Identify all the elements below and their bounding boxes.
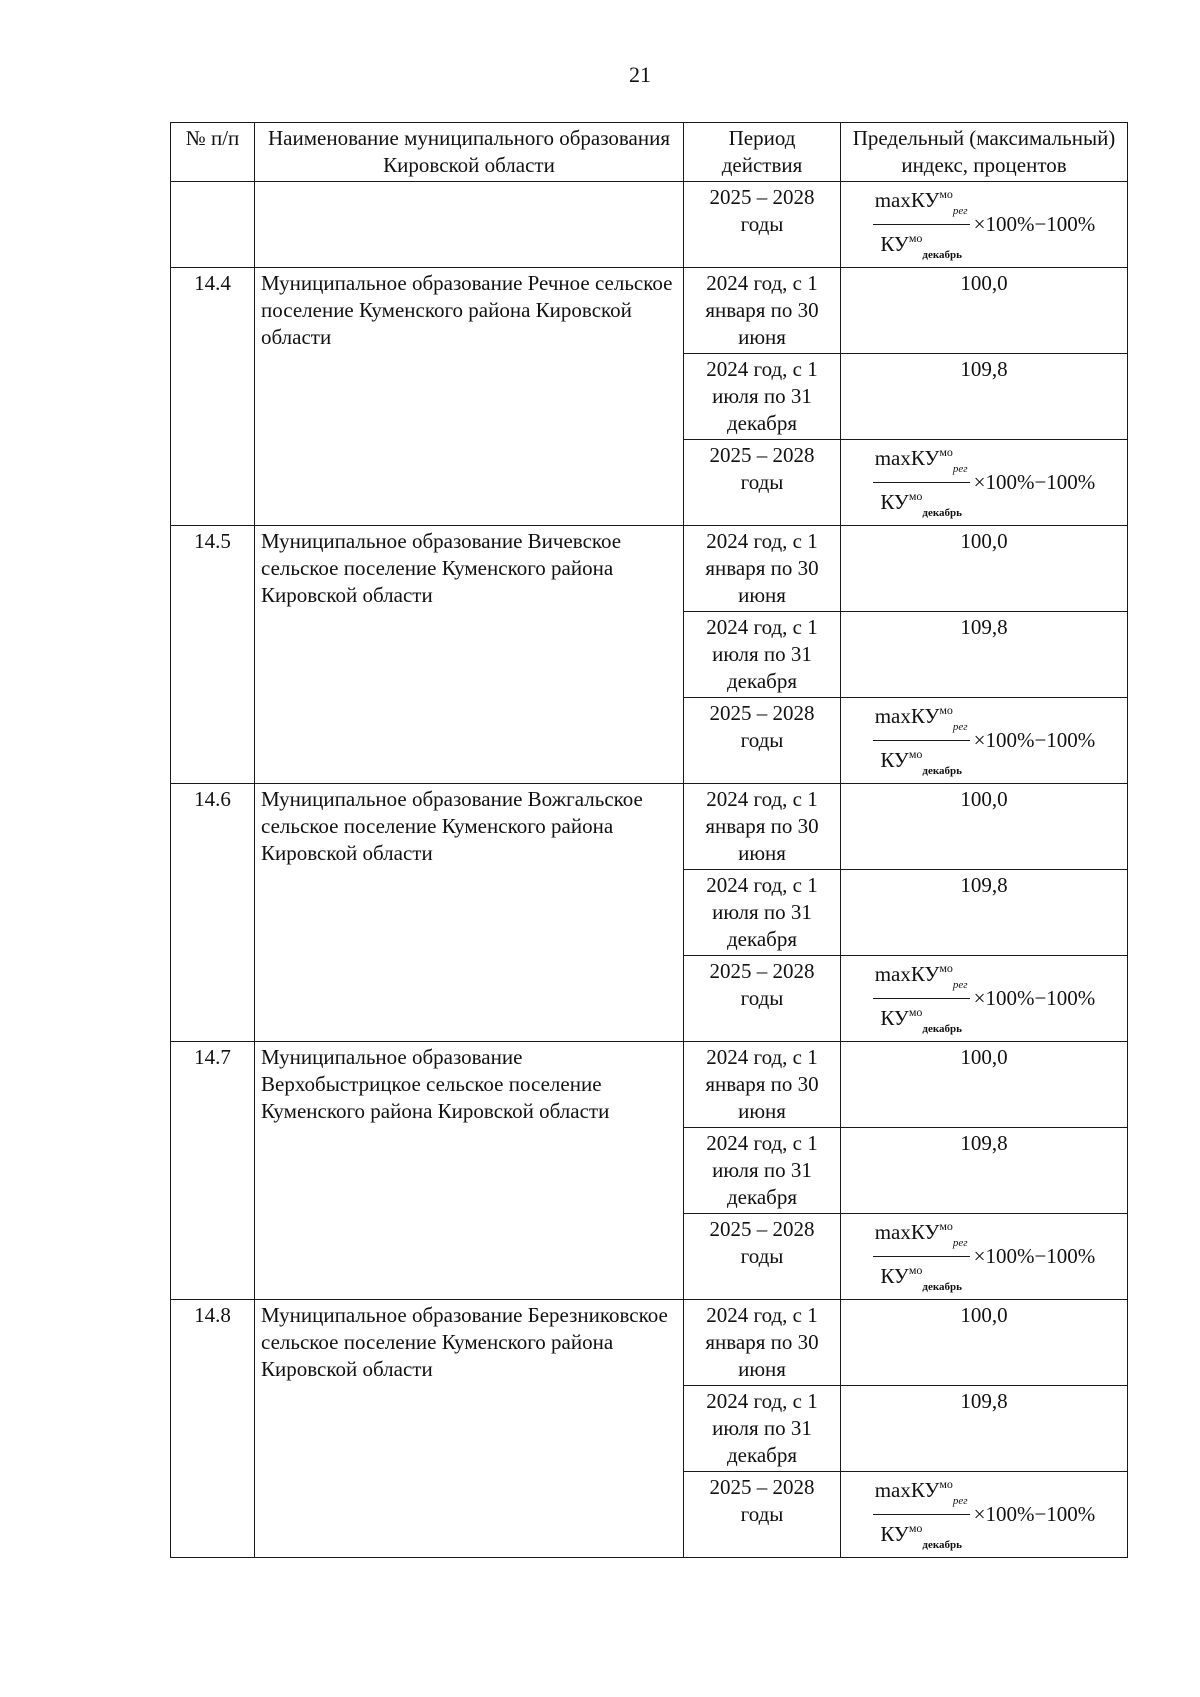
- page-number: 21: [629, 62, 651, 87]
- formula-numerator: [873, 956, 970, 999]
- period-cell: 2025 – 2028 годы: [684, 698, 841, 784]
- formula-numerator-main: maxКУ: [874, 1478, 940, 1502]
- index-formula: [873, 956, 1096, 1041]
- formula-fraction: [873, 440, 970, 525]
- formula-numerator-sup: мо: [939, 703, 953, 717]
- period-cell: 2024 год, с 1 января по 30 июня: [684, 1042, 841, 1128]
- formula-denominator-main: КУ: [880, 1522, 909, 1546]
- formula-denominator-main: КУ: [880, 490, 909, 514]
- formula-tail: ×100%−100%: [973, 1244, 1096, 1268]
- row-number: [171, 182, 255, 268]
- formula-numerator-sub: рег: [952, 979, 968, 991]
- period-cell: 2025 – 2028 годы: [684, 956, 841, 1042]
- period-cell: 2024 год, с 1 июля по 31 декабря: [684, 870, 841, 956]
- header-name: Наименование муниципального образования Кировской области: [255, 123, 684, 182]
- table-row: [171, 1300, 1128, 1386]
- period-cell: 2024 год, с 1 июля по 31 декабря: [684, 354, 841, 440]
- formula-denominator-main: КУ: [880, 1006, 909, 1030]
- period-cell: 2025 – 2028 годы: [684, 1214, 841, 1300]
- formula-fraction: [873, 1472, 970, 1557]
- formula-denominator: [878, 741, 964, 783]
- formula-numerator: [873, 698, 970, 741]
- index-value: 109,8: [841, 612, 1128, 698]
- period-cell: 2025 – 2028 годы: [684, 1472, 841, 1558]
- formula-denominator: [878, 483, 964, 525]
- formula-numerator: [873, 182, 970, 225]
- index-value: 100,0: [841, 526, 1128, 612]
- index-formula-cell: [841, 698, 1128, 784]
- formula-denominator-main: КУ: [880, 1264, 909, 1288]
- formula-numerator: [873, 1214, 970, 1257]
- formula-numerator-sub: рег: [952, 1237, 968, 1249]
- formula-numerator-sup: мо: [939, 1219, 953, 1233]
- row-number: 14.7: [171, 1042, 255, 1300]
- period-cell: 2025 – 2028 годы: [684, 182, 841, 268]
- formula-denominator-sup: мо: [908, 1521, 923, 1535]
- formula-tail: ×100%−100%: [973, 728, 1096, 752]
- row-number: 14.5: [171, 526, 255, 784]
- formula-denominator-sub: декабрь: [922, 249, 962, 261]
- index-formula-cell: [841, 182, 1128, 268]
- formula-tail: ×100%−100%: [973, 470, 1096, 494]
- formula-numerator: [873, 1472, 970, 1515]
- header-num: № п/п: [171, 123, 255, 182]
- formula-denominator-sup: мо: [908, 1005, 923, 1019]
- index-formula: [873, 182, 1096, 267]
- index-value: 100,0: [841, 784, 1128, 870]
- period-cell: 2024 год, с 1 января по 30 июня: [684, 268, 841, 354]
- formula-numerator-sub: рег: [952, 463, 968, 475]
- header-period: Период действия: [684, 123, 841, 182]
- index-formula: [873, 1214, 1096, 1299]
- formula-denominator-sub: декабрь: [922, 1023, 962, 1035]
- formula-numerator-main: maxКУ: [874, 446, 940, 470]
- period-cell: 2024 год, с 1 января по 30 июня: [684, 526, 841, 612]
- formula-denominator-sub: декабрь: [922, 1539, 962, 1551]
- row-number: 14.4: [171, 268, 255, 526]
- municipality-name: Муниципальное образование Березниковское сельское поселение Куменского района Кировской области: [255, 1300, 684, 1558]
- formula-denominator-sub: декабрь: [922, 1281, 962, 1293]
- formula-numerator-main: maxКУ: [874, 704, 940, 728]
- formula-numerator-sup: мо: [939, 1477, 953, 1491]
- table-row: [171, 182, 1128, 268]
- index-formula-cell: [841, 1472, 1128, 1558]
- formula-denominator-sub: декабрь: [922, 507, 962, 519]
- formula-numerator-sub: рег: [952, 721, 968, 733]
- table-row: [171, 526, 1128, 612]
- formula-denominator: [878, 1515, 964, 1557]
- index-formula-cell: [841, 956, 1128, 1042]
- period-cell: 2024 год, с 1 января по 30 июня: [684, 784, 841, 870]
- formula-numerator-main: maxКУ: [874, 1220, 940, 1244]
- index-formula: [873, 698, 1096, 783]
- formula-numerator-main: maxКУ: [874, 188, 940, 212]
- formula-denominator: [878, 225, 964, 267]
- formula-numerator-sup: мо: [939, 187, 953, 201]
- formula-tail: ×100%−100%: [973, 212, 1096, 236]
- municipality-name: [255, 182, 684, 268]
- formula-denominator: [878, 1257, 964, 1299]
- index-value: 100,0: [841, 1300, 1128, 1386]
- formula-denominator-main: КУ: [880, 748, 909, 772]
- index-formula-cell: [841, 440, 1128, 526]
- formula-numerator-sup: мо: [939, 445, 953, 459]
- row-number: 14.8: [171, 1300, 255, 1558]
- municipality-name: Муниципальное образование Вичевское сельское поселение Куменского района Кировской области: [255, 526, 684, 784]
- formula-fraction: [873, 698, 970, 783]
- table-row: [171, 268, 1128, 354]
- municipality-name: Муниципальное образование Вожгальское сельское поселение Куменского района Кировской области: [255, 784, 684, 1042]
- table-row: [171, 784, 1128, 870]
- formula-denominator-sup: мо: [908, 1263, 923, 1277]
- formula-denominator-sup: мо: [908, 489, 923, 503]
- period-cell: 2024 год, с 1 июля по 31 декабря: [684, 612, 841, 698]
- formula-denominator-sub: декабрь: [922, 765, 962, 777]
- formula-denominator-sup: мо: [908, 747, 923, 761]
- period-cell: 2024 год, с 1 июля по 31 декабря: [684, 1386, 841, 1472]
- municipality-name: Муниципальное образование Речное сельское поселение Куменского района Кировской области: [255, 268, 684, 526]
- formula-numerator-main: maxКУ: [874, 962, 940, 986]
- formula-fraction: [873, 182, 970, 267]
- formula-fraction: [873, 1214, 970, 1299]
- period-cell: 2024 год, с 1 июля по 31 декабря: [684, 1128, 841, 1214]
- index-value: 109,8: [841, 354, 1128, 440]
- row-number: 14.6: [171, 784, 255, 1042]
- period-cell: 2025 – 2028 годы: [684, 440, 841, 526]
- formula-denominator: [878, 999, 964, 1041]
- formula-fraction: [873, 956, 970, 1041]
- index-formula: [873, 1472, 1096, 1557]
- municipality-name: Муниципальное образование Верхобыстрицкое сельское поселение Куменского района Кировской области: [255, 1042, 684, 1300]
- formula-numerator-sup: мо: [939, 961, 953, 975]
- formula-tail: ×100%−100%: [973, 1502, 1096, 1526]
- table-row: [171, 1042, 1128, 1128]
- formula-numerator: [873, 440, 970, 483]
- index-formula-cell: [841, 1214, 1128, 1300]
- index-value: 109,8: [841, 870, 1128, 956]
- index-value: 100,0: [841, 1042, 1128, 1128]
- index-formula: [873, 440, 1096, 525]
- period-cell: 2024 год, с 1 января по 30 июня: [684, 1300, 841, 1386]
- formula-denominator-sup: мо: [908, 231, 923, 245]
- index-value: 100,0: [841, 268, 1128, 354]
- formula-tail: ×100%−100%: [973, 986, 1096, 1010]
- formula-numerator-sub: рег: [952, 1495, 968, 1507]
- index-value: 109,8: [841, 1128, 1128, 1214]
- formula-numerator-sub: рег: [952, 205, 968, 217]
- formula-denominator-main: КУ: [880, 232, 909, 256]
- table-body: [171, 182, 1128, 1558]
- index-value: 109,8: [841, 1386, 1128, 1472]
- index-table: [170, 122, 1128, 1558]
- header-index: Предельный (максимальный) индекс, процентов: [841, 123, 1128, 182]
- table-header-row: [171, 123, 1128, 182]
